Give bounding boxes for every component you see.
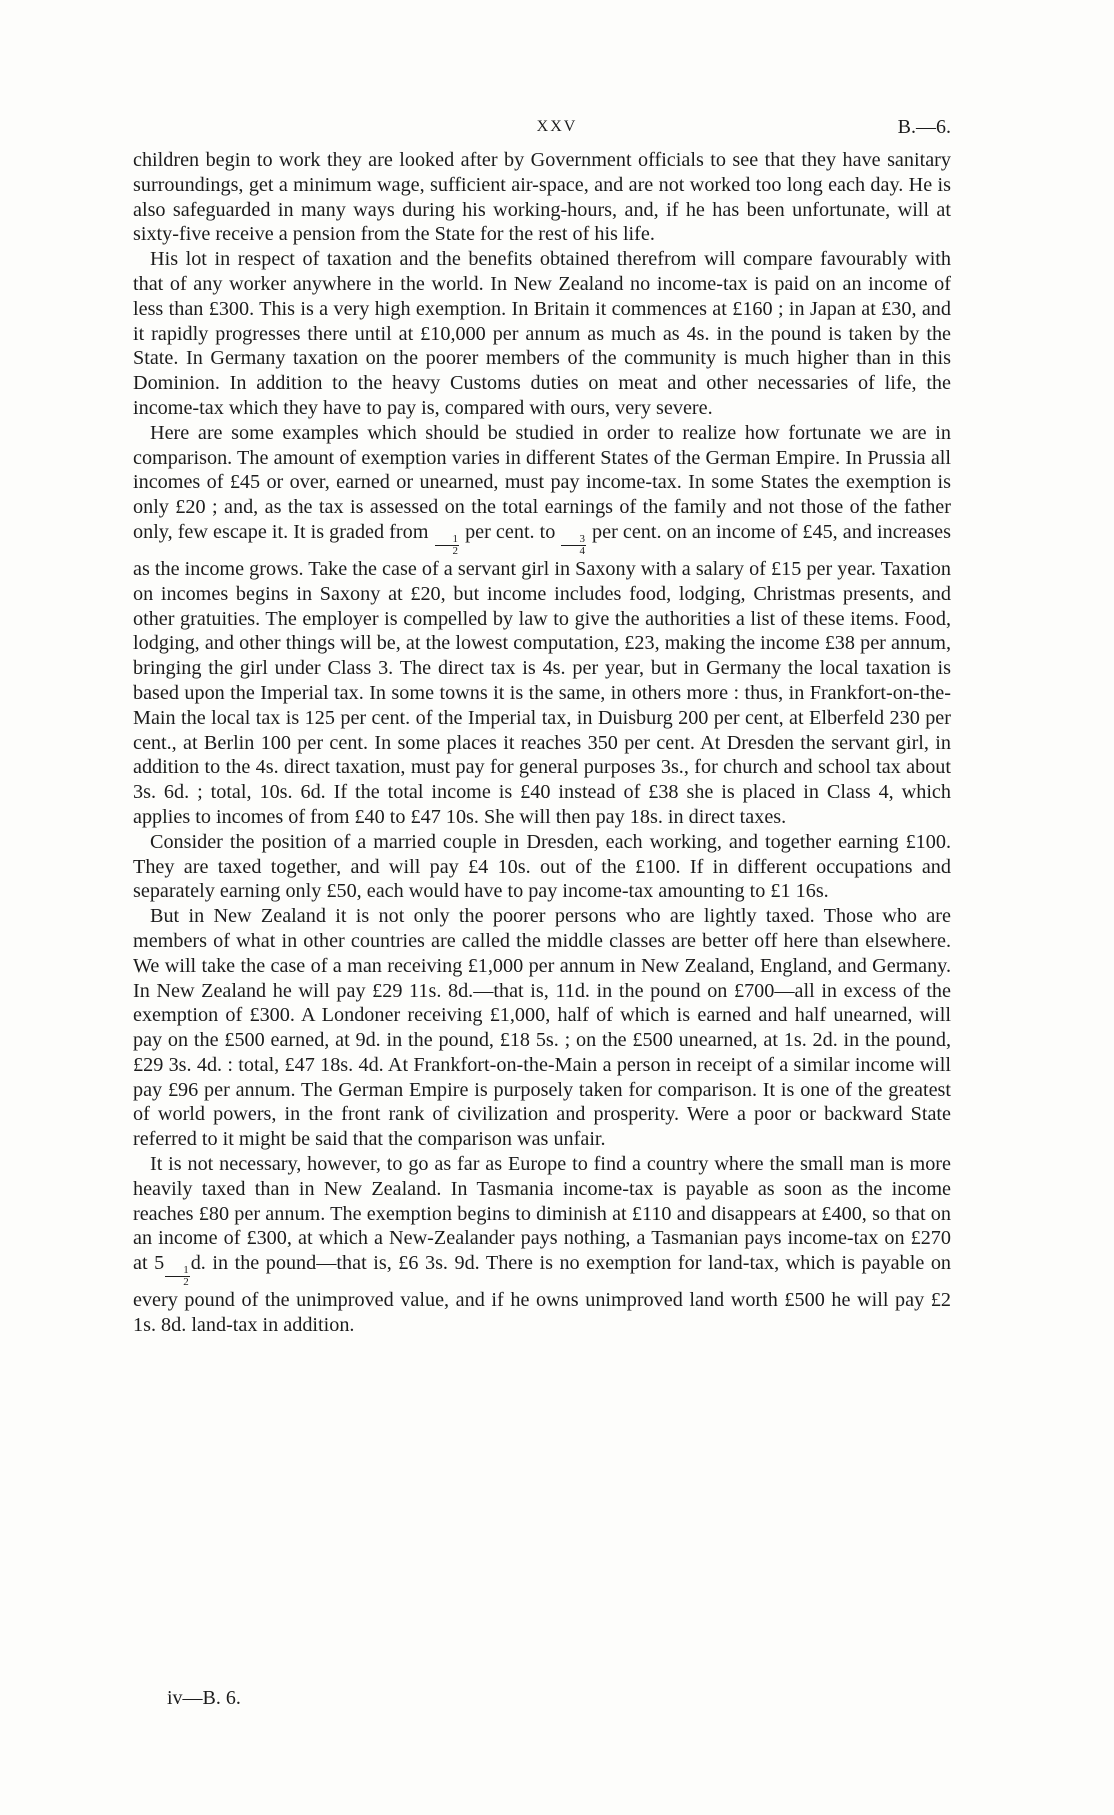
paragraph-text: 5 <box>154 1252 165 1275</box>
fraction-denominator: 2 <box>452 544 458 557</box>
fraction-numerator: 1 <box>435 534 460 546</box>
signature-mark: iv—B. 6. <box>167 1687 241 1709</box>
fraction-denominator: 4 <box>579 544 585 557</box>
paragraph <box>133 1152 951 1338</box>
document-body <box>133 148 951 1338</box>
fraction-three-quarters <box>561 534 586 557</box>
fraction-one-half <box>165 1265 190 1288</box>
page-number: XXV <box>536 118 578 135</box>
paragraph-text: Here are some examples which should be studied in order to realize how fortunate we are in comparison. The amount of exemption varies in different States of the German Empire. In Prussia all incomes of £45 or over, earned or unearned, must pay income-tax. In some States the exemption is only £20 ; and, as the tax is assessed on the total earnings of the family and not those of the father only, few escape it. It is graded from <box>133 421 951 543</box>
paragraph-text: It is not necessary, however, to go as far as Europe to find a country where the small man is more heavily taxed than in New Zealand. In Tasmania income-tax is payable as soon as the income reaches £80 per annum. The exemption begins to diminish at £110 and disappears at £400, so that on an income of £300, at which a New-Zealander pays nothing, a Tasmanian pays income-tax on £270 at <box>133 1153 951 1275</box>
fraction-numerator: 1 <box>165 1265 190 1277</box>
paragraph: But in New Zealand it is not only the poorer persons who are lightly taxed. Those who are members of what in other countries are called the middle classes are better off here than elsewhere. We will take the case of a man receiving £1,000 per annum in New Zealand, England, and Germany. In New Zealand he will pay £29 11s. 8d.—that is, 11d. in the pound on £700—all in excess of the exemption of £300. A Londoner receiving £1,000, half of which is earned and half unearned, will pay on the £500 earned, at 9d. in the pound, £18 5s. ; on the £500 unearned, at 1s. 2d. in the pound, £29 3s. 4d. : total, £47 18s. 4d. At Frankfort-on-the-Main a person in receipt of a similar income will pay £96 per annum. The German Empire is purposely taken for comparison. It is one of the greatest of world powers, in the front rank of civilization and prosperity. Were a poor or backward State referred to it might be said that the comparison was unfair. <box>133 905 951 1151</box>
paragraph-text: d. in the pound—that is, £6 3s. 9d. There is no exemption for land-tax, which is payable on every pound of the unimproved value, and if he owns unimproved land worth £500 he will pay £2 1s. 8d. land-tax in addition. <box>133 1252 952 1337</box>
fraction-numerator: 3 <box>561 534 586 546</box>
fraction-one-half <box>435 534 460 557</box>
paragraph: His lot in respect of taxation and the benefits obtained therefrom will compare favourably with that of any worker anywhere in the world. In New Zealand no income-tax is paid on an income of less than £300. This is a very high exemption. In Britain it commences at £160 ; in Japan at £30, and it rapidly progresses there until at £10,000 per annum as much as 4s. in the pound is taken by the State. In Germany taxation on the poorer members of the community is much higher than in this Dominion. In addition to the heavy Customs duties on meat and other necessaries of life, the income-tax which they have to pay is, compared with ours, very severe. <box>133 248 951 419</box>
fraction-denominator: 2 <box>183 1276 189 1289</box>
paragraph: Consider the position of a married couple in Dresden, each working, and together earning £100. They are taxed together, and will pay £4 10s. out of the £100. If in different occupations and separately earning only £50, each would have to pay income-tax amounting to £1 16s. <box>133 830 951 903</box>
paragraph-text: per cent. to <box>465 520 556 543</box>
paragraph <box>133 421 951 830</box>
document-id: B.—6. <box>897 116 951 138</box>
paragraph-text: per cent. on an income of £45, and increases as the income grows. Take the case of a servant girl in Saxony with a salary of £15 per year. Taxation on incomes begins in Saxony at £20, but income includes food, lodging, Christmas presents, and other gratuities. The employer is compelled by law to give the authorities a list of these items. Food, lodging, and other things will be, at the lowest computation, £23, making the income £38 per annum, bringing the girl under Class 3. The direct tax is 4s. per year, but in Germany the local taxation is based upon the Imperial tax. In some towns it is the same, in others more : thus, in Frankfort-on-the-Main the local tax is 125 per cent. of the Imperial tax, in Duisburg 200 per cent, at Elberfeld 230 per cent., at Berlin 100 per cent. In some places it reaches 350 per cent. At Dresden the servant girl, in addition to the 4s. direct taxation, must pay for general purposes 3s., for church and school tax about 3s. 6d. ; total, 10s. 6d. If the total income is £40 instead of £38 she is placed in Class 4, which applies to incomes of from £40 to £47 10s. She will then pay 18s. in direct taxes. <box>133 520 951 828</box>
paragraph: children begin to work they are looked after by Government officials to see that they have sanitary surroundings, get a minimum wage, sufficient air-space, and are not worked too long each day. He is also safeguarded in many ways during his working-hours, and, if he has been unfortunate, will at sixty-five receive a pension from the State for the rest of his life. <box>133 149 951 246</box>
